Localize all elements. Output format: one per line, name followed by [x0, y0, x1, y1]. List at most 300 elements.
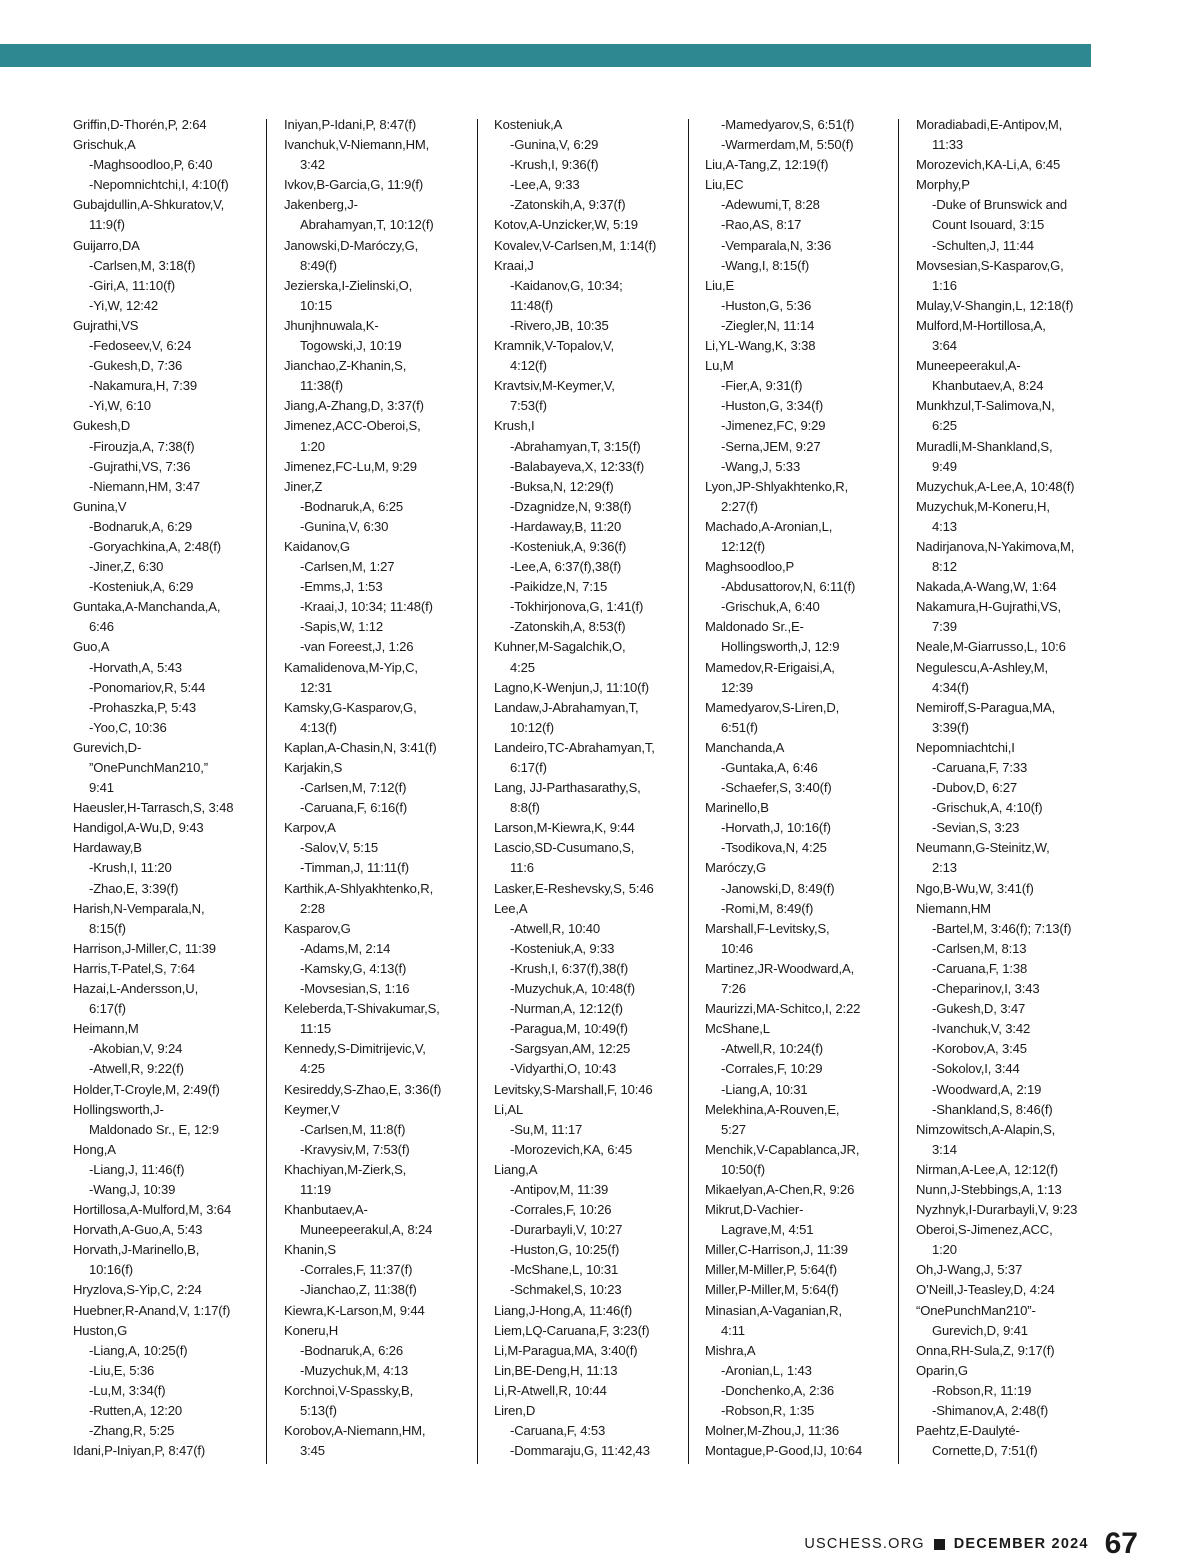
index-entry: Paehtz,E-Daulyté-	[916, 1423, 1020, 1439]
index-subentry: -Abrahamyan,T, 3:15(f)	[510, 438, 641, 454]
index-subentry: -Robson,R, 1:35	[721, 1403, 815, 1418]
index-entry: Morphy,P	[916, 177, 970, 193]
index-subentry: -Zatonskih,A, 8:53(f)	[510, 619, 626, 635]
index-continuation: 4:25	[300, 1061, 325, 1077]
index-entry: Gunina,V	[73, 498, 127, 514]
index-subentry: -Nurman,A, 12:12(f)	[510, 1001, 623, 1017]
index-subentry: -Su,M, 11:17	[510, 1121, 583, 1137]
index-subentry: -Paragua,M, 10:49(f)	[510, 1021, 628, 1037]
index-subentry: -Korobov,A, 3:45	[932, 1041, 1027, 1057]
index-subentry: -Guntaka,A, 6:46	[721, 760, 818, 775]
index-subentry: -Bodnaruk,A, 6:26	[300, 1342, 403, 1358]
index-entry: Munkhzul,T-Salimova,N,	[916, 398, 1055, 414]
index-entry: Huston,G	[73, 1322, 128, 1338]
index-subentry: -Adewumi,T, 8:28	[721, 197, 820, 213]
index-entry: Lee,A	[494, 900, 528, 916]
index-entry: Maghsoodloo,P	[705, 559, 795, 575]
index-subentry: 11:48(f)	[510, 297, 553, 313]
index-subentry: -Corrales,F, 11:37(f)	[300, 1262, 413, 1278]
index-continuation: 10:15	[300, 297, 333, 313]
index-entry: Ivkov,B-Garcia,G, 11:9(f)	[284, 177, 424, 193]
index-entry: Miller,M-Miller,P, 5:64(f)	[705, 1262, 837, 1278]
index-subentry: -Caruana,F, 7:33	[932, 760, 1028, 775]
index-subentry: -Liang,J, 11:46(f)	[89, 1161, 185, 1177]
index-entry: Li,AL	[494, 1101, 524, 1117]
index-entry: Landaw,J-Abrahamyan,T,	[494, 699, 639, 715]
index-entry: Liu,E	[705, 277, 735, 293]
index-entry: Karthik,A-Shlyakhtenko,R,	[284, 880, 434, 896]
index-entry: Kravtsiv,M-Keymer,V,	[494, 378, 615, 394]
index-continuation: Abrahamyan,T, 10:12(f)	[300, 217, 434, 233]
index-subentry: -Schulten,J, 11:44	[932, 237, 1034, 253]
index-continuation: 12:31	[300, 679, 333, 695]
index-entry: Liu,A-Tang,Z, 12:19(f)	[705, 157, 829, 173]
index-entry: Mulay,V-Shangin,L, 12:18(f)	[916, 297, 1074, 313]
index-entry: Martinez,JR-Woodward,A,	[705, 960, 855, 976]
index-entry: Neale,M-Giarrusso,L, 10:6	[916, 639, 1066, 655]
index-entry: Manchanda,A	[705, 739, 785, 755]
index-entry: Hryzlova,S-Yip,C, 2:24	[73, 1282, 202, 1298]
index-subentry: -Dubov,D, 6:27	[932, 780, 1017, 796]
index-entry: Karpov,A	[284, 820, 336, 836]
index-entry: Jiner,Z	[284, 478, 323, 494]
index-subentry: -Buksa,N, 12:29(f)	[510, 478, 614, 494]
index-entry: Horvath,A-Guo,A, 5:43	[73, 1222, 203, 1238]
index-subentry: -Carlsen,M, 8:13	[932, 940, 1027, 956]
index-entry: Kotov,A-Unzicker,W, 5:19	[494, 217, 638, 233]
index-entry: Landeiro,TC-Abrahamyan,T,	[494, 739, 655, 755]
index-continuation: 9:49	[932, 458, 957, 474]
index-subentry: -Kosteniuk,A, 9:36(f)	[510, 538, 627, 554]
index-continuation: ”OnePunchMan210,”	[89, 760, 209, 775]
index-subentry: -Schaefer,S, 3:40(f)	[721, 780, 832, 796]
index-entry: Kaidanov,G	[284, 538, 350, 554]
index-entry: Janowski,D-Maróczy,G,	[284, 237, 419, 253]
index-subentry: -Lu,M, 3:34(f)	[89, 1382, 166, 1398]
index-subentry: -Duke of Brunswick and	[932, 197, 1067, 213]
index-subentry: -Bartel,M, 3:46(f); 7:13(f)	[932, 920, 1072, 936]
index-entry: Muneepeerakul,A-	[916, 358, 1021, 374]
index-entry: Lasker,E-Reshevsky,S, 5:46	[494, 880, 654, 896]
index-entry: Niemann,HM	[916, 900, 991, 916]
index-entry: Nyzhnyk,I-Durarbayli,V, 9:23	[916, 1202, 1078, 1218]
index-entry: Larson,M-Kiewra,K, 9:44	[494, 820, 635, 836]
index-continuation: 11:9(f)	[89, 217, 125, 233]
index-entry: Muradli,M-Shankland,S,	[916, 438, 1053, 454]
index-entry: Machado,A-Aronian,L,	[705, 518, 833, 534]
index-entry: Guntaka,A-Manchanda,A,	[73, 599, 221, 615]
index-subentry: -Hardaway,B, 11:20	[510, 518, 622, 534]
index-entry: Kosteniuk,A	[494, 117, 563, 132]
index-subentry: -Timman,J, 11:11(f)	[300, 860, 409, 876]
index-subentry: -Tokhirjonova,G, 1:41(f)	[510, 599, 644, 615]
index-entry: Lagno,K-Wenjun,J, 11:10(f)	[494, 679, 650, 695]
index-entry: Mamedyarov,S-Liren,D,	[705, 699, 840, 715]
index-entry: Miller,C-Harrison,J, 11:39	[705, 1242, 848, 1258]
index-subentry: -Schmakel,S, 10:23	[510, 1282, 622, 1298]
index-entry: Harish,N-Vemparala,N,	[73, 900, 205, 916]
index-entry: Kiewra,K-Larson,M, 9:44	[284, 1302, 425, 1318]
index-subentry: -Yi,W, 12:42	[89, 297, 159, 313]
index-subentry: -Ziegler,N, 11:14	[721, 317, 815, 333]
index-entry: Menchik,V-Capablanca,JR,	[705, 1141, 860, 1157]
index-entry: Kesireddy,S-Zhao,E, 3:36(f)	[284, 1081, 442, 1097]
index-subentry: -McShane,L, 10:31	[510, 1262, 619, 1278]
index-entry: Harris,T-Patel,S, 7:64	[73, 960, 195, 976]
index-entry: Ngo,B-Wu,W, 3:41(f)	[916, 880, 1034, 896]
page-footer	[804, 1526, 1138, 1562]
index-entry: Oparin,G	[916, 1362, 968, 1378]
index-entry: Lascio,SD-Cusumano,S,	[494, 840, 635, 856]
index-subentry: -Rutten,A, 12:20	[89, 1403, 182, 1418]
index-entry: Hardaway,B	[73, 840, 142, 856]
index-continuation: 4:34(f)	[932, 679, 969, 695]
index-subentry: -Atwell,R, 10:40	[510, 920, 601, 936]
index-entry: Grischuk,A	[73, 137, 136, 153]
index-subentry: -Ponomariov,R, 5:44	[89, 679, 206, 695]
index-continuation: Hollingsworth,J, 12:9	[721, 639, 840, 655]
index-subentry: -Aronian,L, 1:43	[721, 1362, 812, 1378]
index-continuation: Togowski,J, 10:19	[300, 338, 402, 354]
footer-date: DECEMBER 2024	[953, 1536, 1089, 1552]
index-entry: Korobov,A-Niemann,HM,	[284, 1423, 426, 1439]
index-entry: Maurizzi,MA-Schitco,I, 2:22	[705, 1001, 861, 1017]
index-continuation: 10:50(f)	[721, 1161, 765, 1177]
footer-site: USCHESS.ORG	[804, 1536, 925, 1552]
index-entry: Melekhina,A-Rouven,E,	[705, 1101, 840, 1117]
index-continuation: 11:19	[300, 1181, 332, 1197]
index-subentry: -Movsesian,S, 1:16	[300, 981, 410, 997]
index-continuation: Muneepeerakul,A, 8:24	[300, 1222, 433, 1238]
index-entry: Liang,A	[494, 1161, 538, 1177]
index-subentry: -Shimanov,A, 2:48(f)	[932, 1403, 1049, 1418]
index-continuation: 1:20	[932, 1242, 957, 1258]
index-subentry: -Krush,I, 6:37(f),38(f)	[510, 960, 629, 976]
index-subentry: -Yoo,C, 10:36	[89, 719, 167, 735]
index-entry: Nepomniachtchi,I	[916, 739, 1015, 755]
index-continuation: 6:17(f)	[89, 1001, 126, 1017]
index-subentry: -Sokolov,I, 3:44	[932, 1061, 1020, 1077]
index-subentry: -Prohaszka,P, 5:43	[89, 699, 196, 715]
index-subentry: -Antipov,M, 11:39	[510, 1181, 609, 1197]
index-subentry: -Gukesh,D, 7:36	[89, 358, 183, 374]
index-subentry: -Sevian,S, 3:23	[932, 820, 1020, 836]
index-subentry: -Janowski,D, 8:49(f)	[721, 880, 835, 896]
index-subentry: -Caruana,F, 6:16(f)	[300, 800, 408, 816]
index-entry: Minasian,A-Vaganian,R,	[705, 1302, 842, 1318]
index-subentry: -Akobian,V, 9:24	[89, 1041, 183, 1057]
index-continuation: 6:46	[89, 619, 114, 635]
index-entry: Kovalev,V-Carlsen,M, 1:14(f)	[494, 237, 657, 253]
index-entry: Kennedy,S-Dimitrijevic,V,	[284, 1041, 426, 1057]
index-continuation: 4:13	[932, 518, 957, 534]
index-entry: Jezierska,I-Zielinski,O,	[284, 277, 413, 293]
index-subentry: -Krush,I, 11:20	[89, 860, 172, 876]
index-continuation: 8:12	[932, 559, 957, 575]
index-subentry: -Balabayeva,X, 12:33(f)	[510, 458, 645, 474]
index-entry: Liu,EC	[705, 177, 744, 193]
index-continuation: 3:39(f)	[932, 719, 969, 735]
index-subentry: -Horvath,J, 10:16(f)	[721, 820, 831, 836]
index-continuation: 12:39	[721, 679, 754, 695]
index-column-4	[705, 115, 891, 1461]
index-entry: Iniyan,P-Idani,P, 8:47(f)	[284, 117, 417, 132]
index-entry: Lu,M	[705, 358, 734, 374]
index-subentry: -Cheparinov,I, 3:43	[932, 981, 1040, 997]
index-column-1	[73, 115, 259, 1461]
index-subentry: -Vidyarthi,O, 10:43	[510, 1061, 617, 1077]
index-entry: Morozevich,KA-Li,A, 6:45	[916, 157, 1061, 173]
index-entry: Kaplan,A-Chasin,N, 3:41(f)	[284, 739, 437, 755]
index-entry: Hong,A	[73, 1141, 116, 1157]
index-entry: Liren,D	[494, 1403, 536, 1418]
index-entry: Handigol,A-Wu,D, 9:43	[73, 820, 204, 836]
index-subentry: -Liu,E, 5:36	[89, 1362, 155, 1378]
index-continuation: 7:39	[932, 619, 957, 635]
index-subentry: -Sapis,W, 1:12	[300, 619, 384, 635]
index-continuation: 6:51(f)	[721, 719, 758, 735]
index-entry: Maróczy,G	[705, 860, 766, 876]
index-entry: Marshall,F-Levitsky,S,	[705, 920, 830, 936]
index-continuation: 12:12(f)	[721, 538, 765, 554]
index-continuation: 3:64	[932, 338, 957, 354]
index-entry: Harrison,J-Miller,C, 11:39	[73, 940, 216, 956]
index-entry: Maldonado Sr.,E-	[705, 619, 804, 635]
index-subentry: -Dzagnidze,N, 9:38(f)	[510, 498, 632, 514]
index-subentry: -Corrales,F, 10:26	[510, 1202, 612, 1218]
index-subentry: -Kosteniuk,A, 6:29	[89, 579, 194, 595]
index-subentry: -Rao,AS, 8:17	[721, 217, 802, 233]
index-entry: Hortillosa,A-Mulford,M, 3:64	[73, 1202, 232, 1218]
index-entry: Ivanchuk,V-Niemann,HM,	[284, 137, 430, 153]
index-subentry: -Zatonskih,A, 9:37(f)	[510, 197, 626, 213]
index-subentry: -Abdusattorov,N, 6:11(f)	[721, 579, 856, 595]
index-subentry: -Jianchao,Z, 11:38(f)	[300, 1282, 417, 1298]
index-subentry: -Grischuk,A, 6:40	[721, 599, 820, 615]
index-entry: Idani,P-Iniyan,P, 8:47(f)	[73, 1443, 206, 1459]
index-continuation: Count Isouard, 3:15	[932, 217, 1045, 233]
index-entry: Karjakin,S	[284, 760, 343, 775]
index-subentry: -Atwell,R, 10:24(f)	[721, 1041, 823, 1057]
index-entry: Gubajdullin,A-Shkuratov,V,	[73, 197, 225, 213]
index-continuation: 5:27	[721, 1121, 746, 1137]
index-entry: Kamsky,G-Kasparov,G,	[284, 699, 417, 715]
index-subentry: -Fier,A, 9:31(f)	[721, 378, 803, 394]
index-subentry: -Jimenez,FC, 9:29	[721, 418, 826, 434]
index-entry: Muzychuk,M-Koneru,H,	[916, 498, 1050, 514]
index-entry: Muzychuk,A-Lee,A, 10:48(f)	[916, 478, 1075, 494]
index-entry: Guijarro,DA	[73, 237, 140, 253]
index-subentry: -Warmerdam,M, 5:50(f)	[721, 137, 854, 153]
footer-square-separator	[934, 1539, 945, 1550]
index-subentry: -Liang,A, 10:25(f)	[89, 1342, 188, 1358]
index-entry: Negulescu,A-Ashley,M,	[916, 659, 1048, 675]
index-entry: Guo,A	[73, 639, 110, 655]
index-subentry: -Huston,G, 3:34(f)	[721, 398, 824, 414]
index-entry: Kasparov,G	[284, 920, 351, 936]
index-subentry: -Robson,R, 11:19	[932, 1382, 1032, 1398]
index-column-2	[284, 115, 470, 1461]
index-entry: Montague,P-Good,IJ, 10:64	[705, 1443, 863, 1459]
index-continuation: 3:45	[300, 1443, 325, 1459]
index-continuation: 10:16(f)	[89, 1262, 133, 1278]
index-entry: O’Neill,J-Teasley,D, 4:24	[916, 1282, 1055, 1298]
index-subentry: -Donchenko,A, 2:36	[721, 1382, 835, 1398]
index-column-3	[494, 115, 680, 1461]
index-continuation: 4:25	[510, 659, 535, 675]
index-subentry: -Lee,A, 6:37(f),38(f)	[510, 559, 622, 575]
index-subentry: -Krush,I, 9:36(f)	[510, 157, 599, 173]
index-entry: Nunn,J-Stebbings,A, 1:13	[916, 1181, 1062, 1197]
index-continuation: Cornette,D, 7:51(f)	[932, 1443, 1038, 1459]
index-entry: Jimenez,ACC-Oberoi,S,	[284, 418, 421, 434]
index-entry: McShane,L	[705, 1021, 770, 1037]
index-subentry: -Wang,J, 5:33	[721, 458, 801, 474]
index-subentry: -Goryachkina,A, 2:48(f)	[89, 538, 221, 554]
index-subentry: -Kravysiv,M, 7:53(f)	[300, 1141, 410, 1157]
index-entry: Jimenez,FC-Lu,M, 9:29	[284, 458, 417, 474]
index-subentry: -Carlsen,M, 7:12(f)	[300, 780, 407, 796]
index-continuation: 10:12(f)	[510, 719, 554, 735]
index-entry: Haeusler,H-Tarrasch,S, 3:48	[73, 800, 234, 816]
index-subentry: -Horvath,A, 5:43	[89, 659, 182, 675]
index-continuation: 7:26	[721, 981, 746, 997]
index-continuation: 4:12(f)	[510, 358, 547, 374]
index-subentry: -Maghsoodloo,P, 6:40	[89, 157, 213, 173]
index-subentry: -Sargsyan,AM, 12:25	[510, 1041, 631, 1057]
index-subentry: -Mamedyarov,S, 6:51(f)	[721, 117, 855, 132]
index-continuation: 4:13(f)	[300, 719, 337, 735]
index-entry: Nemiroff,S-Paragua,MA,	[916, 699, 1056, 715]
column-divider	[266, 119, 267, 1464]
index-continuation: 2:13	[932, 860, 957, 876]
index-entry: Jianchao,Z-Khanin,S,	[284, 358, 407, 374]
index-entry: Jiang,A-Zhang,D, 3:37(f)	[284, 398, 424, 414]
index-entry: Lin,BE-Deng,H, 11:13	[494, 1362, 618, 1378]
index-entry: Li,R-Atwell,R, 10:44	[494, 1382, 607, 1398]
index-subentry: -Zhang,R, 5:25	[89, 1423, 175, 1439]
index-continuation: 8:15(f)	[89, 920, 126, 936]
index-subentry: -Adams,M, 2:14	[300, 940, 391, 956]
index-subentry: -Atwell,R, 9:22(f)	[89, 1061, 184, 1077]
index-entry: Lang, JJ-Parthasarathy,S,	[494, 780, 641, 796]
index-continuation: 4:11	[721, 1322, 745, 1338]
index-subentry: -Wang,I, 8:15(f)	[721, 257, 810, 273]
index-entry: Keleberda,T-Shivakumar,S,	[284, 1001, 440, 1017]
index-entry: Molner,M-Zhou,J, 11:36	[705, 1423, 840, 1439]
index-entry: Koneru,H	[284, 1322, 339, 1338]
index-subentry: -Corrales,F, 10:29	[721, 1061, 823, 1077]
index-entry: Neumann,G-Steinitz,W,	[916, 840, 1050, 856]
index-entry: Onna,RH-Sula,Z, 9:17(f)	[916, 1342, 1055, 1358]
index-continuation: 1:20	[300, 438, 325, 454]
index-entry: Huebner,R-Anand,V, 1:17(f)	[73, 1302, 231, 1318]
index-continuation: Lagrave,M, 4:51	[721, 1222, 814, 1238]
index-subentry: -Woodward,A, 2:19	[932, 1081, 1042, 1097]
index-continuation: Khanbutaev,A, 8:24	[932, 378, 1044, 394]
index-subentry: -Rivero,JB, 10:35	[510, 317, 609, 333]
index-subentry: -Vemparala,N, 3:36	[721, 237, 832, 253]
index-continuation: 9:41	[89, 780, 114, 796]
index-continuation: Gurevich,D, 9:41	[932, 1322, 1028, 1338]
index-entry: Nakada,A-Wang,W, 1:64	[916, 579, 1057, 595]
index-subentry: -Huston,G, 5:36	[721, 297, 812, 313]
index-entry: Khachiyan,M-Zierk,S,	[284, 1161, 407, 1177]
index-continuation: 6:17(f)	[510, 760, 547, 775]
index-subentry: -Caruana,F, 1:38	[932, 960, 1028, 976]
index-entry: “OnePunchMan210”-	[916, 1302, 1036, 1318]
index-entry: Keymer,V	[284, 1101, 340, 1117]
index-entry: Kuhner,M-Sagalchik,O,	[494, 639, 626, 655]
index-subentry: -Bodnaruk,A, 6:29	[89, 518, 192, 534]
index-continuation: Maldonado Sr., E, 12:9	[89, 1121, 219, 1137]
column-divider	[477, 119, 478, 1464]
index-entry: Nirman,A-Lee,A, 12:12(f)	[916, 1161, 1058, 1177]
index-continuation: 11:6	[510, 860, 534, 876]
index-subentry: -Gunina,V, 6:29	[510, 137, 599, 153]
index-entry: Kraai,J	[494, 257, 534, 273]
index-entry: Nimzowitsch,A-Alapin,S,	[916, 1121, 1056, 1137]
index-entry: Levitsky,S-Marshall,F, 10:46	[494, 1081, 653, 1097]
index-continuation: 7:53(f)	[510, 398, 547, 414]
index-column-5	[916, 115, 1102, 1461]
index-subentry: -Tsodikova,N, 4:25	[721, 840, 827, 856]
index-entry: Hollingsworth,J-	[73, 1101, 164, 1117]
index-continuation: 2:27(f)	[721, 498, 758, 514]
index-entry: Mikrut,D-Vachier-	[705, 1202, 804, 1218]
index-subentry: -Ivanchuk,V, 3:42	[932, 1021, 1031, 1037]
index-continuation: 3:42	[300, 157, 325, 173]
index-entry: Horvath,J-Marinello,B,	[73, 1242, 200, 1258]
index-entry: Heimann,M	[73, 1021, 139, 1037]
index-subentry: -Salov,V, 5:15	[300, 840, 378, 856]
index-subentry: -Yi,W, 6:10	[89, 398, 151, 414]
index-subentry: -Fedoseev,V, 6:24	[89, 338, 192, 354]
index-continuation: 3:14	[932, 1141, 957, 1157]
index-entry: Kamalidenova,M-Yip,C,	[284, 659, 418, 675]
index-entry: Krush,I	[494, 418, 535, 434]
index-subentry: -Gujrathi,VS, 7:36	[89, 458, 191, 474]
index-entry: Li,YL-Wang,K, 3:38	[705, 338, 816, 354]
index-continuation: 11:33	[932, 137, 964, 153]
index-subentry: -Serna,JEM, 9:27	[721, 438, 821, 454]
index-subentry: -Kaidanov,G, 10:34;	[510, 277, 623, 293]
index-entry: Gujrathi,VS	[73, 317, 139, 333]
page-number: 67	[1104, 1527, 1138, 1560]
index-subentry: -Wang,J, 10:39	[89, 1181, 176, 1197]
index-subentry: -Huston,G, 10:25(f)	[510, 1242, 620, 1258]
index-continuation: 6:25	[932, 418, 957, 434]
index-subentry: -van Foreest,J, 1:26	[300, 639, 414, 655]
index-entry: Holder,T-Croyle,M, 2:49(f)	[73, 1081, 220, 1097]
index-subentry: -Shankland,S, 8:46(f)	[932, 1101, 1053, 1117]
index-entry: Oh,J-Wang,J, 5:37	[916, 1262, 1023, 1278]
index-continuation: 11:15	[300, 1021, 332, 1037]
index-continuation: 1:16	[932, 277, 957, 293]
index-subentry: -Niemann,HM, 3:47	[89, 478, 200, 494]
index-entry: Griffin,D-Thorén,P, 2:64	[73, 117, 207, 132]
index-entry: Moradiabadi,E-Antipov,M,	[916, 117, 1063, 132]
index-continuation: 11:38(f)	[300, 378, 343, 394]
index-entry: Marinello,B	[705, 800, 769, 816]
index-entry: Mulford,M-Hortillosa,A,	[916, 317, 1046, 333]
index-subentry: -Morozevich,KA, 6:45	[510, 1141, 633, 1157]
index-subentry: -Romi,M, 8:49(f)	[721, 900, 814, 916]
index-subentry: -Gukesh,D, 3:47	[932, 1001, 1026, 1017]
index-subentry: -Bodnaruk,A, 6:25	[300, 498, 403, 514]
index-subentry: -Caruana,F, 4:53	[510, 1423, 606, 1439]
index-subentry: -Liang,A, 10:31	[721, 1081, 808, 1097]
